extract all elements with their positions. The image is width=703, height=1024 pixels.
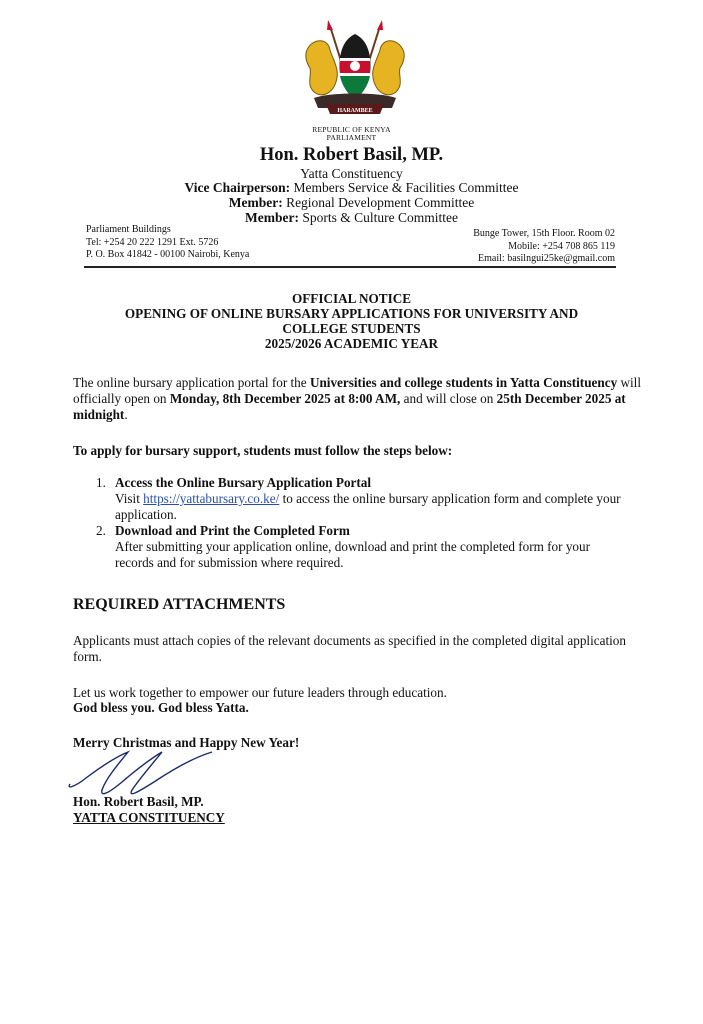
step-text: Visit: [115, 491, 144, 506]
step-title: Download and Print the Completed Form: [115, 523, 350, 538]
republic-of-kenya-label: [0, 126, 703, 142]
step-number: 1.: [96, 475, 106, 490]
signatory-title: [73, 810, 643, 826]
address-line: Parliament Buildings: [86, 224, 171, 235]
step-title: Access the Online Bursary Application Portal: [115, 475, 372, 490]
role-label: Member:: [245, 210, 299, 225]
role-line: [0, 195, 703, 210]
intro-bold: 25th December 2025 at midnight: [73, 391, 626, 422]
blessing-text: God bless you. God bless Yatta.: [73, 700, 249, 715]
step-number: 2.: [96, 523, 106, 538]
address-line: P. O. Box 41842 - 00100 Nairobi, Kenya: [86, 249, 250, 260]
address-line: Mobile: +254 708 865 119: [508, 240, 615, 252]
header-divider: [84, 266, 616, 268]
title-line: OFFICIAL NOTICE: [291, 291, 412, 306]
title-line: 2025/2026 ACADEMIC YEAR: [264, 336, 439, 351]
steps-heading-text: To apply for bursary support, students must follow the steps below:: [73, 443, 453, 458]
title-line: OPENING OF ONLINE BURSARY APPLICATIONS FOR UNIVERSITY AND: [124, 306, 579, 321]
attachments-heading: REQUIRED ATTACHMENTS: [73, 596, 286, 613]
closing-line: Let us work together to empower our future leaders through education.: [73, 685, 447, 700]
notice-title: [0, 291, 703, 351]
address-right: [473, 228, 615, 266]
motto-text: HARAMBEE: [337, 108, 373, 114]
title-line: COLLEGE STUDENTS: [282, 321, 421, 336]
signatory-name-text: Hon. Robert Basil, MP.: [73, 794, 204, 809]
republic-text: REPUBLIC OF KENYA: [312, 125, 391, 134]
intro-bold: Monday, 8th December 2025 at 8:00 AM,: [169, 391, 401, 406]
signatory-title-text: YATTA CONSTITUENCY: [73, 810, 225, 825]
role-line: [0, 210, 703, 225]
role-line: [0, 180, 703, 195]
address-left: [86, 224, 249, 262]
steps-heading: [73, 443, 643, 459]
kenya-coat-of-arms-emblem: [300, 18, 410, 118]
step-text: to access the online bursary application form and complete your application.: [115, 491, 621, 522]
step-item: [87, 523, 627, 571]
address-line: Email: basilngui25ke@gmail.com: [478, 253, 615, 264]
constituency-line: Yatta Constituency: [300, 166, 403, 181]
attachments-text: Applicants must attach copies of the relevant documents as specified in the completed digital application form.: [73, 633, 626, 664]
step-item: [87, 475, 627, 523]
intro-text: and will close on: [400, 391, 497, 406]
step-text: After submitting your application online, download and print the completed form for your records and for submission where required.: [115, 539, 591, 570]
intro-bold: Universities and college students in Yatta Constituency: [309, 375, 618, 390]
address-line: Bunge Tower, 15th Floor. Room 02: [473, 228, 615, 239]
blessing-line: [73, 700, 643, 716]
role-label: Vice Chairperson:: [184, 180, 291, 195]
intro-paragraph: [73, 375, 643, 423]
greeting-text: Merry Christmas and Happy New Year!: [73, 735, 300, 750]
role-value: Sports & Culture Committee: [302, 210, 458, 225]
parliament-text: PARLIAMENT: [326, 133, 377, 142]
role-label: Member:: [228, 195, 283, 210]
intro-text: will officially open on: [73, 375, 641, 406]
signatory-name: [73, 794, 643, 810]
intro-text: The online bursary application portal for the: [73, 375, 310, 390]
mp-name-heading: Hon. Robert Basil, MP.: [259, 145, 444, 165]
steps-list: [87, 475, 627, 571]
role-value: Regional Development Committee: [286, 195, 475, 210]
address-line: Tel: +254 20 222 1291 Ext. 5726: [86, 236, 219, 248]
intro-text: .: [124, 407, 128, 422]
role-value: Members Service & Facilities Committee: [293, 180, 519, 195]
portal-link[interactable]: https://yattabursary.co.ke/: [143, 491, 280, 506]
